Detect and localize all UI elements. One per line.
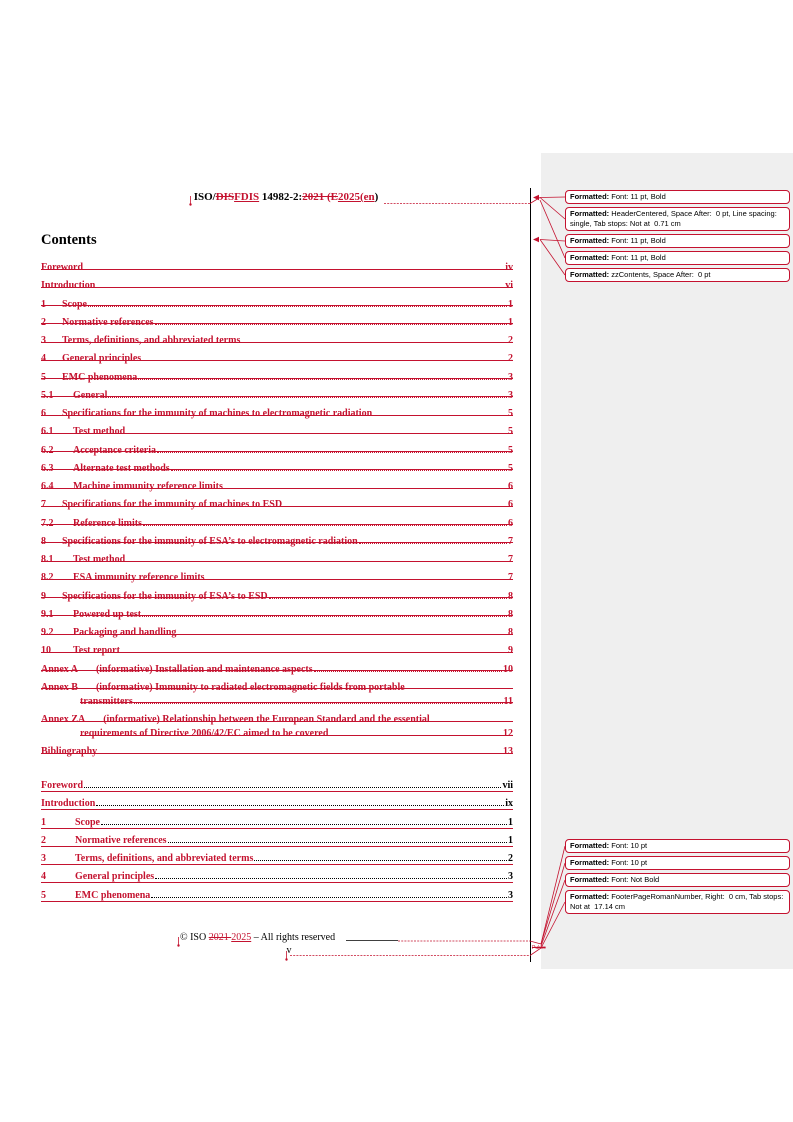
toc-line-continuation	[41, 695, 513, 709]
toc-entry-number: Annex ZA	[41, 714, 86, 725]
toc-entry-title: Terms, definitions, and abbreviated terms	[75, 853, 254, 864]
dot-leader	[254, 860, 507, 861]
toc-entry-title: General principles	[62, 353, 142, 365]
balloon-text: Font: 10 pt	[611, 841, 648, 850]
toc-entry-title: Normative references	[75, 834, 167, 846]
toc-entry-title-continuation: requirements of Directive 2006/42/EC aimed to be covered	[80, 728, 329, 739]
dot-leader	[84, 269, 504, 270]
toc-line	[41, 462, 513, 476]
inserted-toc-entry[interactable]	[41, 834, 513, 848]
toc-line	[41, 834, 513, 848]
dot-leader	[359, 543, 507, 544]
toc-page-number: 13	[503, 746, 513, 758]
deleted-toc-entry[interactable]	[41, 279, 513, 293]
toc-page-number: 9	[508, 645, 513, 657]
toc-line	[41, 535, 513, 549]
toc-entry-number: 9.2	[41, 627, 54, 638]
dot-leader	[155, 324, 507, 325]
footer-page-number: v	[286, 945, 292, 956]
toc-line	[41, 298, 513, 312]
toc-entry-title: Alternate test methods	[73, 462, 170, 474]
footer-rights: – All rights reserved	[251, 932, 336, 943]
formatting-balloon[interactable]	[565, 268, 790, 282]
toc-page-number: 5	[508, 426, 513, 438]
toc-entry-title: Terms, definitions, and abbreviated terms	[62, 335, 241, 346]
dot-leader	[138, 379, 507, 380]
deleted-toc-entry[interactable]	[41, 535, 513, 549]
toc-entry-number: 5	[41, 371, 46, 383]
revision-balloons-bottom	[565, 839, 790, 914]
dot-leader	[126, 561, 507, 562]
toc-entry-title: (informative) Relationship between the European Standard and the essential	[103, 714, 430, 725]
deleted-toc-entry[interactable]	[41, 425, 513, 439]
dot-leader	[373, 415, 507, 416]
page-footer[interactable]	[180, 931, 335, 945]
insertion-caret-dot	[285, 958, 287, 960]
balloon-text: zzContents, Space After: 0 pt	[611, 270, 711, 279]
dot-leader	[269, 598, 507, 599]
toc-entry-title: Specifications for the immunity of machines to ESD	[62, 499, 283, 511]
deleted-toc-entry[interactable]	[41, 571, 513, 585]
balloon-text: Font: Not Bold	[611, 875, 660, 884]
toc-line	[41, 407, 513, 421]
formatting-balloon[interactable]	[565, 207, 790, 231]
toc-entry-number: 1	[41, 816, 46, 828]
page-header[interactable]	[41, 190, 531, 204]
deleted-table-of-contents	[41, 261, 513, 764]
toc-line	[41, 626, 513, 640]
formatting-balloon[interactable]	[565, 190, 790, 204]
deleted-classification-label: Public	[532, 945, 546, 951]
toc-page-number: 5	[508, 408, 513, 419]
toc-line	[41, 480, 513, 494]
toc-entry-title: General principles	[75, 871, 155, 883]
toc-entry-title: Introduction	[41, 280, 96, 292]
balloon-text: Font: 11 pt, Bold	[611, 236, 666, 245]
toc-page-number: 2	[508, 853, 513, 864]
toc-line	[41, 425, 513, 439]
toc-entry-number: 10	[41, 645, 51, 657]
balloon-label: Formatted:	[570, 209, 610, 218]
toc-page-number: 12	[503, 728, 513, 739]
deleted-toc-entry[interactable]	[41, 590, 513, 604]
toc-entry-title: Bibliography	[41, 746, 98, 758]
toc-entry-number: Annex B	[41, 681, 78, 693]
dot-leader	[98, 753, 502, 754]
toc-page-number: 1	[508, 316, 513, 328]
deleted-toc-entry[interactable]	[41, 334, 513, 348]
toc-entry-title: EMC phenomena	[62, 371, 138, 383]
header-deleted-year: 2021 (E	[302, 191, 338, 203]
toc-line	[41, 797, 513, 811]
toc-entry-number: 9.1	[41, 608, 54, 620]
toc-entry-title: Packaging and handling	[73, 627, 177, 638]
dot-leader	[283, 506, 507, 507]
toc-page-number: 3	[508, 389, 513, 401]
toc-entry-number: 6.4	[41, 481, 54, 492]
deleted-toc-entry[interactable]	[41, 498, 513, 512]
header-inserted-stage: FDIS	[234, 191, 260, 203]
balloon-label: Formatted:	[570, 192, 610, 201]
header-deleted-stage: DIS	[215, 191, 235, 203]
toc-entry-title: (informative) Immunity to radiated electromagnetic fields from portable	[95, 681, 405, 693]
toc-page-number: ix	[505, 798, 513, 810]
toc-page-number: 7	[508, 554, 513, 565]
deleted-toc-entry[interactable]	[41, 261, 513, 275]
dot-leader	[142, 616, 507, 617]
toc-line	[41, 571, 513, 585]
toc-page-number: 5	[508, 462, 513, 474]
deleted-toc-entry[interactable]	[41, 644, 513, 658]
balloon-text: Font: 11 pt, Bold	[611, 253, 666, 262]
change-bar	[530, 188, 531, 962]
balloon-text: HeaderCentered, Space After: 0 pt, Line spacing: single, Tab stops: Not at 0.71 cm	[570, 209, 781, 228]
header-standard-number: 14982-2:	[259, 191, 303, 203]
dot-leader	[168, 842, 507, 843]
toc-entry-number: 6.2	[41, 444, 54, 456]
toc-line	[41, 713, 513, 727]
balloon-label: Formatted:	[570, 270, 610, 279]
toc-entry-title: Test method	[73, 426, 126, 438]
inserted-toc-entry[interactable]	[41, 852, 513, 866]
toc-entry-title: General	[73, 389, 108, 401]
toc-entry-title: Specifications for the immunity of ESA’s to ESD	[62, 590, 268, 602]
balloon-anchor-arrow	[533, 195, 539, 200]
balloon-text: Font: 11 pt, Bold	[611, 192, 666, 201]
toc-entry-number: 3	[41, 853, 46, 864]
dot-leader	[314, 671, 502, 672]
toc-line	[41, 279, 513, 293]
deleted-toc-entry[interactable]	[41, 389, 513, 403]
dot-leader	[96, 287, 504, 288]
toc-page-number: 6	[508, 517, 513, 529]
toc-line	[41, 745, 513, 759]
toc-entry-number: 2	[41, 316, 46, 328]
toc-line	[41, 870, 513, 884]
deleted-toc-entry[interactable]	[41, 663, 513, 677]
inserted-toc-entry[interactable]	[41, 797, 513, 811]
dot-leader	[134, 703, 503, 704]
balloon-anchor-arrow	[533, 237, 539, 242]
deleted-toc-entry[interactable]	[41, 462, 513, 476]
dot-leader	[171, 470, 507, 471]
header-closing: )	[374, 191, 379, 203]
balloon-text: Font: 10 pt	[611, 858, 648, 867]
toc-page-number: 7	[508, 572, 513, 584]
dot-leader	[151, 897, 507, 898]
toc-entry-title: Acceptance criteria	[73, 444, 157, 456]
toc-entry-title: Foreword	[41, 780, 84, 791]
deleted-toc-entry[interactable]	[41, 517, 513, 531]
toc-line	[41, 816, 513, 830]
dot-leader	[177, 634, 507, 635]
toc-entry-number: 8	[41, 535, 46, 547]
deleted-toc-entry[interactable]	[41, 298, 513, 312]
toc-entry-title: Test report	[73, 645, 120, 657]
deleted-toc-entry[interactable]	[41, 681, 513, 709]
toc-entry-number: 8.2	[41, 572, 54, 584]
toc-page-number: 11	[503, 695, 513, 707]
toc-line	[41, 608, 513, 622]
toc-line	[41, 371, 513, 385]
toc-page-number: 6	[508, 499, 513, 511]
dot-leader	[96, 805, 504, 806]
toc-line	[41, 590, 513, 604]
formatting-balloon[interactable]	[565, 873, 790, 887]
dot-leader	[224, 488, 507, 489]
dot-leader	[155, 878, 507, 879]
header-inserted-year: 2025(en	[337, 191, 375, 203]
toc-page-number: 6	[508, 481, 513, 492]
toc-entry-number: 6.1	[41, 426, 54, 438]
toc-entry-title: Specifications for the immunity of ESA’s to electromagnetic radiation	[62, 535, 358, 547]
toc-entry-title: Scope	[62, 298, 87, 310]
toc-line	[41, 889, 513, 903]
toc-page-number: 8	[508, 627, 513, 638]
dot-leader	[142, 360, 507, 361]
toc-page-number: 10	[503, 663, 513, 675]
balloon-text: FooterPageRomanNumber, Right: 0 cm, Tab stops: Not at 17.14 cm	[570, 892, 786, 911]
inserted-toc-entry[interactable]	[41, 889, 513, 903]
deleted-toc-entry[interactable]	[41, 444, 513, 458]
toc-entry-title: Specifications for the immunity of machines to electromagnetic radiation	[62, 408, 373, 419]
toc-line	[41, 352, 513, 366]
contents-heading: Contents	[41, 232, 97, 248]
deleted-toc-entry[interactable]	[41, 352, 513, 366]
toc-entry-title: Reference limits	[73, 517, 142, 529]
deleted-toc-entry[interactable]	[41, 316, 513, 330]
inserted-toc-entry[interactable]	[41, 870, 513, 884]
toc-entry-title: Introduction	[41, 798, 96, 810]
toc-line	[41, 779, 513, 793]
toc-entry-number: 5.1	[41, 389, 54, 401]
toc-entry-number: 6	[41, 408, 46, 419]
toc-entry-number: 3	[41, 335, 46, 346]
formatting-balloon[interactable]	[565, 251, 790, 265]
toc-entry-title: ESA immunity reference limits	[73, 572, 205, 584]
deleted-toc-entry[interactable]	[41, 608, 513, 622]
toc-entry-title: Powered up test	[73, 608, 142, 620]
dot-leader	[157, 452, 507, 453]
dot-leader	[84, 787, 501, 788]
dot-leader	[329, 735, 502, 736]
dot-leader	[241, 342, 507, 343]
deleted-toc-entry[interactable]	[41, 480, 513, 494]
toc-entry-number: 9	[41, 590, 46, 602]
toc-line	[41, 852, 513, 866]
toc-line	[41, 681, 513, 695]
toc-entry-title: Foreword	[41, 262, 84, 273]
toc-entry-number: 4	[41, 871, 46, 883]
balloon-label: Formatted:	[570, 892, 610, 901]
toc-entry-title: Test method	[73, 554, 126, 565]
toc-entry-title: EMC phenomena	[75, 889, 151, 901]
toc-page-number: 3	[508, 371, 513, 383]
dot-leader	[88, 306, 507, 307]
toc-entry-title: (informative) Installation and maintenance aspects	[95, 663, 313, 675]
toc-page-number: 3	[508, 889, 513, 901]
balloon-label: Formatted:	[570, 858, 610, 867]
toc-page-number: 1	[508, 834, 513, 846]
toc-entry-number: 5	[41, 889, 46, 901]
toc-page-number: 5	[508, 444, 513, 456]
toc-page-number: 3	[508, 871, 513, 883]
toc-page-number: vii	[502, 780, 513, 791]
toc-entry-title: Normative references	[62, 316, 154, 328]
toc-entry-number: 6.3	[41, 462, 54, 474]
toc-page-number: 2	[508, 335, 513, 346]
toc-entry-title: Scope	[75, 816, 100, 828]
balloon-label: Formatted:	[570, 841, 610, 850]
header-standard-prefix: ISO/	[193, 191, 216, 203]
toc-page-number: 7	[508, 535, 513, 547]
dot-leader	[101, 824, 507, 825]
toc-line	[41, 663, 513, 677]
toc-page-number: 8	[508, 590, 513, 602]
dot-leader	[108, 397, 507, 398]
formatting-balloon[interactable]	[565, 839, 790, 853]
toc-line-continuation	[41, 727, 513, 741]
balloon-label: Formatted:	[570, 236, 610, 245]
toc-entry-number: 4	[41, 353, 46, 365]
toc-entry-number: 7.2	[41, 517, 54, 529]
toc-page-number: 1	[508, 816, 513, 828]
formatting-balloon[interactable]	[565, 234, 790, 248]
inserted-toc-entry[interactable]	[41, 779, 513, 793]
toc-page-number: 2	[508, 353, 513, 365]
inserted-toc-entry[interactable]	[41, 816, 513, 830]
toc-page-number: vi	[505, 280, 513, 292]
deleted-toc-entry[interactable]	[41, 371, 513, 385]
toc-entry-number: 1	[41, 298, 46, 310]
toc-page-number: 8	[508, 608, 513, 620]
dot-leader	[143, 525, 507, 526]
deleted-toc-entry[interactable]	[41, 407, 513, 421]
deleted-toc-entry[interactable]	[41, 745, 513, 759]
toc-entry-title-continuation: transmitters	[80, 695, 133, 707]
toc-line	[41, 644, 513, 658]
toc-entry-title: Machine immunity reference limits	[73, 481, 223, 492]
toc-line	[41, 498, 513, 512]
footer-copyright: © ISO	[180, 932, 209, 943]
toc-entry-number: 7	[41, 499, 46, 511]
toc-line	[41, 261, 513, 275]
toc-page-number: 1	[508, 298, 513, 310]
dot-leader	[206, 579, 507, 580]
deleted-toc-entry[interactable]	[41, 553, 513, 567]
header-connector-link	[530, 198, 540, 204]
formatting-balloon[interactable]	[565, 890, 790, 914]
toc-entry-number: 2	[41, 834, 46, 846]
revision-balloons-top	[565, 190, 790, 282]
toc-page-number: iv	[505, 262, 513, 273]
balloon-label: Formatted:	[570, 875, 610, 884]
toc-entry-number: 8.1	[41, 554, 54, 565]
footer-deleted-year: 2021	[208, 932, 232, 943]
deleted-toc-entry[interactable]	[41, 713, 513, 741]
formatting-balloon[interactable]	[565, 856, 790, 870]
toc-line	[41, 389, 513, 403]
toc-line	[41, 553, 513, 567]
deleted-toc-entry[interactable]	[41, 626, 513, 640]
footer-inserted-year: 2025	[231, 932, 252, 943]
dot-leader	[126, 433, 507, 434]
inserted-table-of-contents	[41, 779, 513, 907]
toc-line	[41, 316, 513, 330]
balloon-label: Formatted:	[570, 253, 610, 262]
toc-line	[41, 444, 513, 458]
toc-entry-number: Annex A	[41, 663, 78, 675]
toc-line	[41, 334, 513, 348]
dot-leader	[121, 652, 507, 653]
toc-line	[41, 517, 513, 531]
